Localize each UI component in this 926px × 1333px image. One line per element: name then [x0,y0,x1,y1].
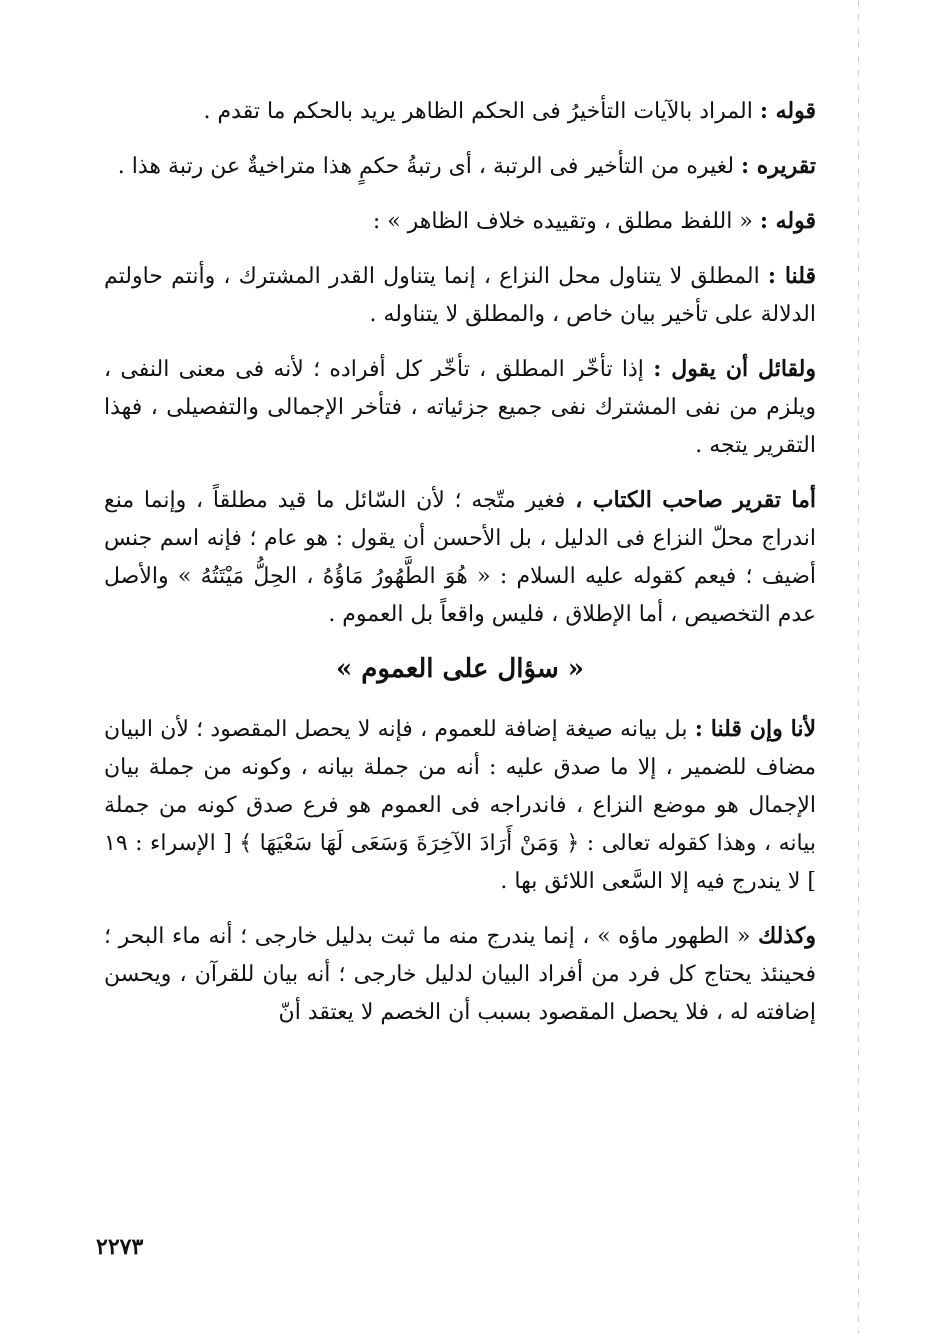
paragraph-lead: قلنا : [767,263,816,289]
paragraph-lead: ولقائل أن يقول : [653,356,816,382]
paragraph-6 [104,481,816,634]
paragraph-text: المراد بالآيات التأخيرُ فى الحكم الظاهر يريد بالحكم ما تقدم . [203,99,753,124]
paragraph-lead: تقريره : [741,153,816,179]
paragraph-4 [104,257,816,334]
page-edge-line [858,0,859,1333]
paragraph-text: فغير متّجه ؛ لأن السّائل ما قيد مطلقاً ، وإنما منع اندراج محلّ النزاع فى الدليل ، بل الأحسن أن يقول : هو عام ؛ فإنه اسم جنس أضيف ؛ فيعم كقوله عليه السلام : « هُوَ الطَّهُورُ مَاؤُهُ ، الحِلُّ مَيْتَتُهُ » والأصل عدم التخصيص ، أما الإطلاق ، فليس واقعاً بل العموم . [104,488,816,627]
paragraph-text: « اللفظ مطلق ، وتقييده خلاف الظاهر » : [372,209,753,234]
paragraph-text: « الطهور ماؤه » ، إنما يندرج منه ما ثبت بدليل خارجى ؛ أنه ماء البحر ؛ فحينئذ يحتاج كل فرد من أفراد البيان لدليل خارجى ؛ أنه بيان للقرآن ، ويحسن إضافته له ، فلا يحصل المقصود بسبب أن الخصم لا يعتقد أنّ [104,924,816,1025]
paragraph-7 [104,710,816,901]
paragraph-2 [104,147,816,186]
paragraph-1 [104,92,816,131]
paragraph-5 [104,350,816,465]
paragraph-lead: وكذلك [758,923,816,949]
paragraph-text: المطلق لا يتناول محل النزاع ، إنما يتناول القدر المشترك ، وأنتم حاولتم الدلالة على تأخير بيان خاص ، والمطلق لا يتناوله . [104,264,816,327]
paragraph-3 [104,202,816,241]
paragraph-lead: قوله : [759,98,816,124]
main-text [104,92,816,1048]
page-number: ٢٢٧٣ [96,1234,144,1260]
paragraph-8 [104,917,816,1032]
section-heading: « سؤال على العموم » [335,654,585,684]
paragraph-lead: قوله : [759,208,816,234]
paragraph-lead: لأنا وإن قلنا : [694,716,817,742]
paragraph-lead: أما تقرير صاحب الكتاب ، [575,487,817,513]
paragraph-text: لغيره من التأخير فى الرتبة ، أى رتبةُ حكمٍ هذا متراخيةٌ عن رتبة هذا . [117,154,735,179]
paragraph-text: إذا تأخّر المطلق ، تأخّر كل أفراده ؛ لأنه فى معنى النفى ، ويلزم من نفى المشترك نفى جميع جزئياته ، فتأخر الإجمالى والتفصيلى ، فهذا التقرير يتجه . [104,357,816,458]
paragraph-text: بل بيانه صيغة إضافة للعموم ، فإنه لا يحصل المقصود ؛ لأن البيان مضاف للضمير ، إلا ما صدق عليه : أنه من جملة بيانه ، وكونه من جملة بيان الإجمال هو موضع النزاع ، فاندراجه فى العموم هو فرع صدق كونه من جملة بيانه ، وهذا كقوله تعالى : ﴿ وَمَنْ أَرَادَ الآخِرَةَ وَسَعَى لَهَا سَعْيَهَا ﴾ [ الإسراء : ١٩ ] لا يندرج فيه إلا السَّعى اللائق بها . [104,717,816,894]
